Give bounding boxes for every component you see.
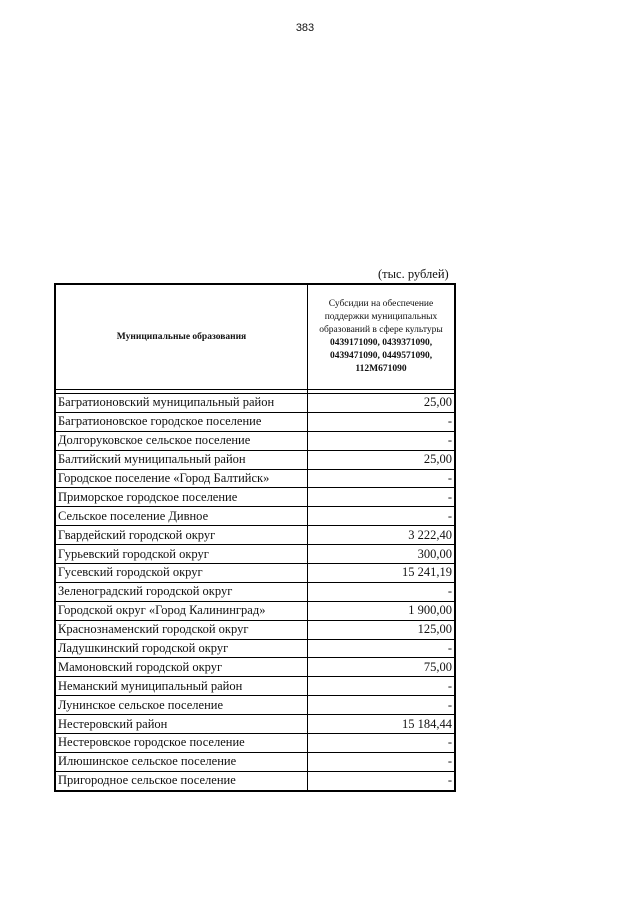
row-name: Городской округ «Город Калининград»	[55, 601, 308, 620]
row-value: -	[308, 734, 456, 753]
row-value: -	[308, 771, 456, 790]
table-row	[55, 620, 455, 639]
table-row	[55, 488, 455, 507]
row-name: Лунинское сельское поселение	[55, 696, 308, 715]
table-row	[55, 752, 455, 771]
row-value: -	[308, 752, 456, 771]
table-row	[55, 507, 455, 526]
row-value: -	[308, 469, 456, 488]
row-name: Гвардейский городской округ	[55, 526, 308, 545]
row-value: 300,00	[308, 545, 456, 564]
units-label: (тыс. рублей)	[378, 267, 449, 281]
table-row	[55, 431, 455, 450]
row-name: Багратионовское городское поселение	[55, 412, 308, 431]
row-value: 3 222,40	[308, 526, 456, 545]
page-number: 383	[295, 22, 315, 34]
table-row	[55, 526, 455, 545]
row-name: Гусевский городской округ	[55, 564, 308, 583]
row-value: -	[308, 507, 456, 526]
table-row	[55, 677, 455, 696]
row-value: -	[308, 488, 456, 507]
table-row	[55, 601, 455, 620]
header-subsidy	[308, 284, 456, 390]
row-value: 75,00	[308, 658, 456, 677]
row-value: 125,00	[308, 620, 456, 639]
row-name: Городское поселение «Город Балтийск»	[55, 469, 308, 488]
row-name: Неманский муниципальный район	[55, 677, 308, 696]
row-name: Нестеровское городское поселение	[55, 734, 308, 753]
table-row	[55, 771, 455, 790]
table-row	[55, 582, 455, 601]
row-value: 15 241,19	[308, 564, 456, 583]
table-row	[55, 564, 455, 583]
row-value: -	[308, 639, 456, 658]
table-body	[55, 394, 455, 791]
row-name: Краснознаменский городской округ	[55, 620, 308, 639]
table-row	[55, 394, 455, 413]
row-name: Долгоруковское сельское поселение	[55, 431, 308, 450]
row-name: Илюшинское сельское поселение	[55, 752, 308, 771]
row-name: Гурьевский городской округ	[55, 545, 308, 564]
row-value: -	[308, 677, 456, 696]
row-name: Приморское городское поселение	[55, 488, 308, 507]
row-value: -	[308, 582, 456, 601]
row-name: Зеленоградский городской округ	[55, 582, 308, 601]
row-name: Багратионовский муниципальный район	[55, 394, 308, 413]
table-row	[55, 696, 455, 715]
row-value: -	[308, 412, 456, 431]
table-row	[55, 658, 455, 677]
row-value: 25,00	[308, 394, 456, 413]
row-value: 25,00	[308, 450, 456, 469]
row-name: Ладушкинский городской округ	[55, 639, 308, 658]
table-row	[55, 715, 455, 734]
row-value: 1 900,00	[308, 601, 456, 620]
table-row	[55, 412, 455, 431]
row-name: Нестеровский район	[55, 715, 308, 734]
subsidy-table	[54, 283, 456, 792]
table-row	[55, 734, 455, 753]
table-row	[55, 469, 455, 488]
row-name: Балтийский муниципальный район	[55, 450, 308, 469]
table-row	[55, 545, 455, 564]
row-name: Сельское поселение Дивное	[55, 507, 308, 526]
row-value: 15 184,44	[308, 715, 456, 734]
table-header-row	[55, 284, 455, 390]
header-subsidy-text: Субсидии на обеспечение поддержки муниципальных образований в сфере культуры	[319, 299, 443, 335]
row-value: -	[308, 431, 456, 450]
row-name: Пригородное сельское поселение	[55, 771, 308, 790]
table-row	[55, 450, 455, 469]
row-name: Мамоновский городской округ	[55, 658, 308, 677]
header-subsidy-codes: 0439171090, 0439371090, 0439471090, 0449571090, 112M671090	[329, 338, 433, 374]
row-value: -	[308, 696, 456, 715]
table-row	[55, 639, 455, 658]
header-municipalities: Муниципальные образования	[55, 284, 308, 390]
